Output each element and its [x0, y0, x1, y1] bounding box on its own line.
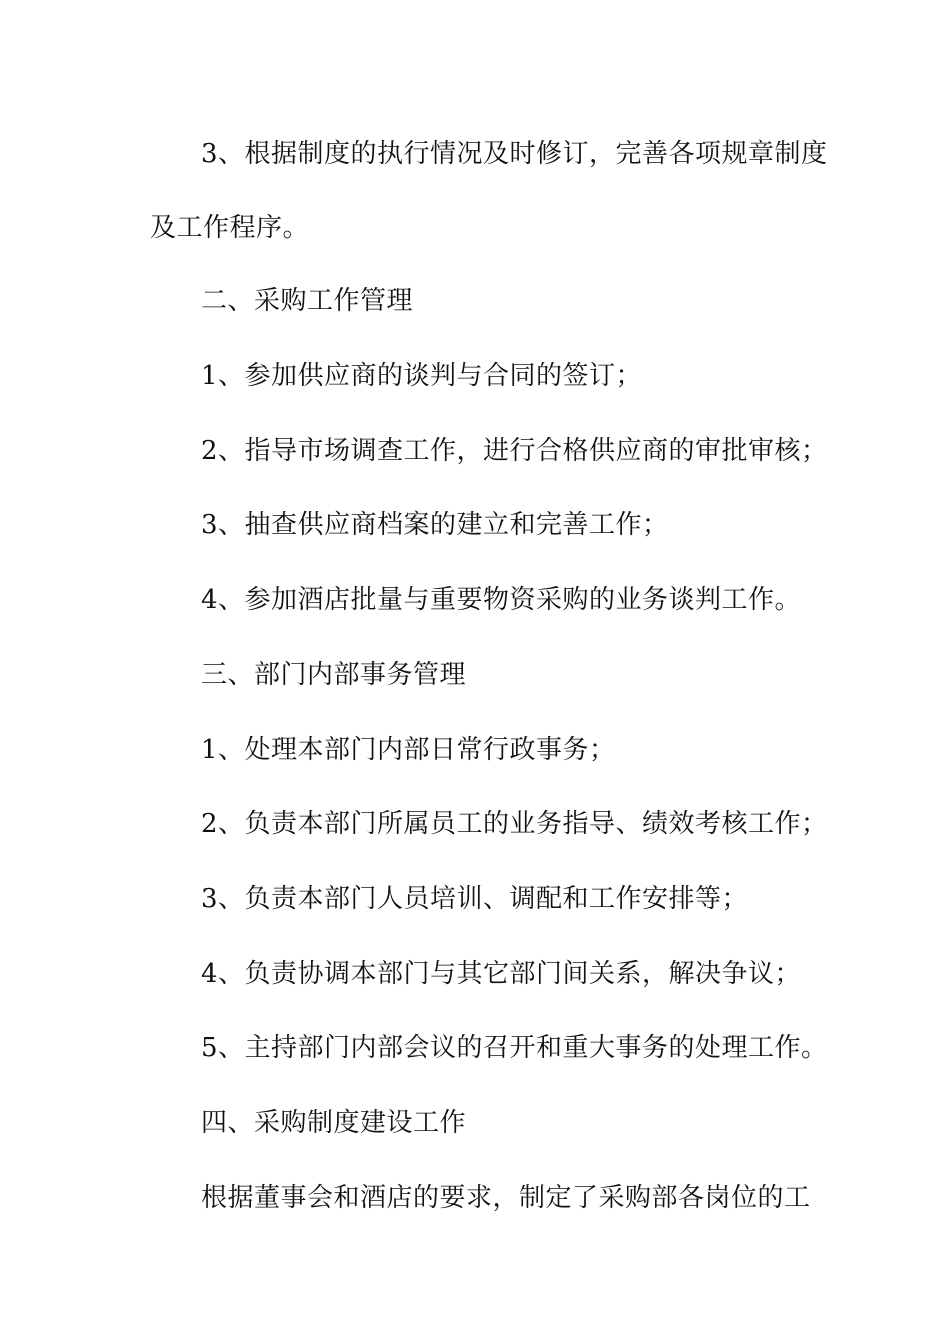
list-item-4-coordination: 4、负责协调本部门与其它部门间关系，解决争议； [201, 959, 802, 989]
list-item-4-bulk-purchasing: 4、参加酒店批量与重要物资采购的业务谈判工作。 [201, 585, 802, 615]
paragraph-line-item-3-revise-rules: 3、根据制度的执行情况及时修订，完善各项规章制度 [201, 139, 828, 169]
list-item-5-meetings: 5、主持部门内部会议的召开和重大事务的处理工作。 [201, 1033, 828, 1063]
section-heading-policy-building: 四、采购制度建设工作 [201, 1108, 467, 1138]
list-item-2-staff-guidance: 2、负责本部门所属员工的业务指导、绩效考核工作； [201, 809, 828, 839]
paragraph-line-continuation: 及工作程序。 [150, 213, 310, 243]
list-item-3-supplier-files: 3、抽查供应商档案的建立和完善工作； [201, 510, 669, 540]
section-heading-procurement-management: 二、采购工作管理 [201, 286, 414, 316]
list-item-1-supplier-negotiation: 1、参加供应商的谈判与合同的签订； [201, 361, 643, 391]
list-item-1-daily-admin: 1、处理本部门内部日常行政事务； [201, 735, 616, 765]
list-item-3-training: 3、负责本部门人员培训、调配和工作安排等； [201, 884, 749, 914]
section-heading-internal-affairs: 三、部门内部事务管理 [201, 660, 467, 690]
list-item-2-market-survey: 2、指导市场调查工作，进行合格供应商的审批审核； [201, 436, 828, 466]
paragraph-line-policy-text: 根据董事会和酒店的要求，制定了采购部各岗位的工 [201, 1183, 811, 1213]
